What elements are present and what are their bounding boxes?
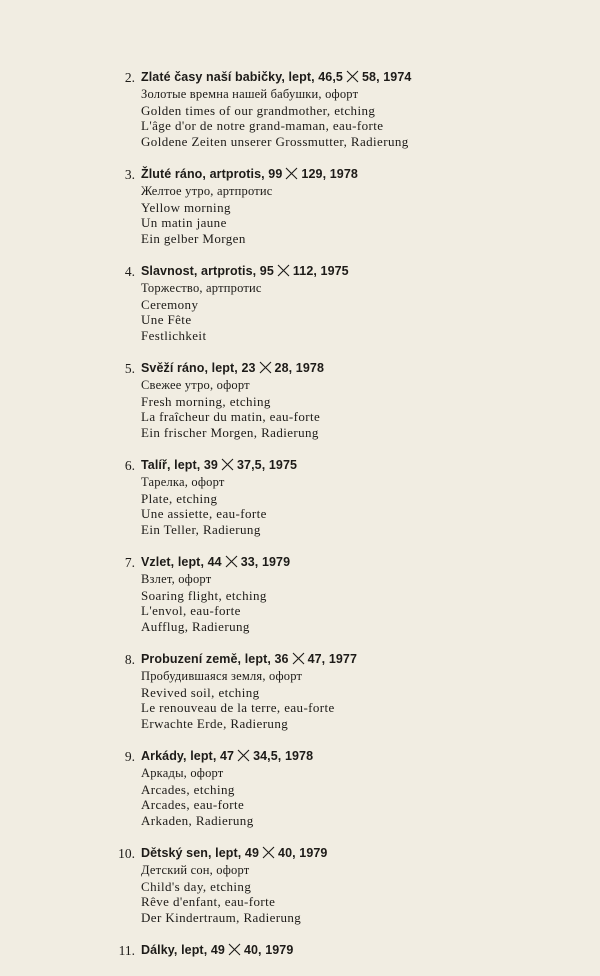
entry-french: Arcades, eau-forte [141, 797, 245, 812]
entry-english: Golden times of our grandmother, etching [141, 102, 376, 118]
entry-german: Arkaden, Radierung [141, 812, 254, 828]
entry-russian: Взлет, офорт [141, 572, 212, 586]
entry-russian: Аркады, офорт [141, 766, 224, 780]
dimension-times-icon [259, 361, 272, 374]
catalogue-entry [0, 456, 600, 537]
entry-french: Une assiette, eau-forte [141, 506, 267, 521]
title-part: 37,5, 1975 [237, 458, 298, 472]
entry-number: 6. [124, 458, 135, 473]
title-part: 112, 1975 [292, 264, 349, 278]
entry-number: 3. [124, 167, 135, 182]
entry-number: 2. [124, 70, 135, 85]
entry-title [141, 650, 600, 669]
dimension-times-icon [228, 943, 241, 956]
entry-german: Ein Teller, Radierung [141, 521, 261, 537]
entry-title [141, 165, 600, 184]
entry-title [141, 359, 600, 378]
title-part: Dálky, lept, 49 [141, 943, 225, 957]
catalogue-list [0, 68, 600, 976]
dimension-times-icon [277, 264, 290, 277]
entry-russian: Золотые времна нашей бабушки, офорт [141, 87, 359, 101]
title-part: 129, 1978 [301, 167, 358, 181]
entry-number: 9. [124, 749, 135, 764]
entry-number: 5. [124, 361, 135, 376]
entry-german: Aufflug, Radierung [141, 618, 250, 634]
dimension-times-icon [285, 167, 298, 180]
entry-english: Arcades, etching [141, 781, 235, 797]
entry-title [141, 844, 600, 863]
catalogue-entry [0, 68, 600, 149]
entry-english: Ceremony [141, 296, 199, 312]
title-part: Svěží ráno, lept, 23 [141, 361, 256, 375]
entry-number: 8. [124, 652, 135, 667]
dimension-times-icon [262, 846, 275, 859]
entry-number: 11. [118, 943, 135, 958]
entry-french: Rêve d'enfant, eau-forte [141, 894, 276, 909]
entry-english: Soaring flight, etching [141, 587, 267, 603]
title-part: 34,5, 1978 [253, 749, 314, 763]
title-part: Vzlet, lept, 44 [141, 555, 222, 569]
entry-english: Plate, etching [141, 490, 218, 506]
entry-russian: Торжество, артпротис [141, 281, 262, 295]
entry-german: Ein gelber Morgen [141, 230, 246, 246]
entry-french: Un matin jaune [141, 215, 227, 230]
entry-title [141, 68, 600, 87]
catalogue-entry [0, 165, 600, 246]
entry-german: Der Kindertraum, Radierung [141, 909, 302, 925]
catalogue-entry [0, 650, 600, 731]
title-part: 47, 1977 [307, 652, 358, 666]
entry-title [141, 941, 600, 960]
dimension-times-icon [237, 749, 250, 762]
title-part: 40, 1979 [278, 846, 328, 860]
cropped-heading-remnant [130, 0, 365, 6]
entry-russian: Пробудившаяся земля, офорт [141, 669, 303, 683]
entry-german: Goldene Zeiten unserer Grossmutter, Radierung [141, 133, 409, 149]
entry-french: Une Fête [141, 312, 192, 327]
entry-russian: Желтое утро, артпротис [141, 184, 273, 198]
catalogue-entry [0, 262, 600, 343]
entry-english: Child's day, etching [141, 878, 252, 894]
entry-german: Festlichkeit [141, 327, 207, 343]
entry-title [141, 553, 600, 572]
title-part: 40, 1979 [243, 943, 294, 957]
title-part: 58, 1974 [361, 70, 412, 84]
entry-number: 7. [124, 555, 135, 570]
entry-french: La fraîcheur du matin, eau-forte [141, 409, 321, 424]
entry-french: L'envol, eau-forte [141, 603, 241, 618]
catalogue-entry [0, 359, 600, 440]
title-part: Talíř, lept, 39 [141, 458, 218, 472]
catalogue-entry [0, 844, 600, 925]
catalogue-entry [0, 747, 600, 828]
entry-english: Yellow morning [141, 199, 231, 215]
dimension-times-icon [292, 652, 305, 665]
entry-title [141, 456, 600, 475]
entry-russian: Детский сон, офорт [141, 863, 250, 877]
title-part: Dětský sen, lept, 49 [141, 846, 260, 860]
entry-english: Fresh morning, etching [141, 393, 271, 409]
entry-english: Revived soil, etching [141, 684, 260, 700]
entry-number: 10. [118, 846, 135, 861]
entry-russian: Тарелка, офорт [141, 475, 225, 489]
title-part: 28, 1978 [274, 361, 325, 375]
title-part: Arkády, lept, 47 [141, 749, 235, 763]
entry-title [141, 262, 600, 281]
dimension-times-icon [225, 555, 238, 568]
title-part: 33, 1979 [240, 555, 291, 569]
entry-title [141, 747, 600, 766]
catalogue-entry [0, 553, 600, 634]
title-part: Probuzení země, lept, 36 [141, 652, 289, 666]
entry-german: Ein frischer Morgen, Radierung [141, 424, 319, 440]
entry-number: 4. [124, 264, 135, 279]
entry-german: Erwachte Erde, Radierung [141, 715, 289, 731]
dimension-times-icon [346, 70, 359, 83]
entry-french: L'âge d'or de notre grand-maman, eau-forte [141, 118, 384, 133]
title-part: Žluté ráno, artprotis, 99 [141, 167, 283, 181]
entry-french: Le renouveau de la terre, eau-forte [141, 700, 335, 715]
dimension-times-icon [221, 458, 234, 471]
entry-russian: Свежее утро, офорт [141, 378, 250, 392]
catalogue-entry [0, 941, 600, 960]
title-part: Zlaté časy naší babičky, lept, 46,5 [141, 70, 343, 84]
title-part: Slavnost, artprotis, 95 [141, 264, 274, 278]
